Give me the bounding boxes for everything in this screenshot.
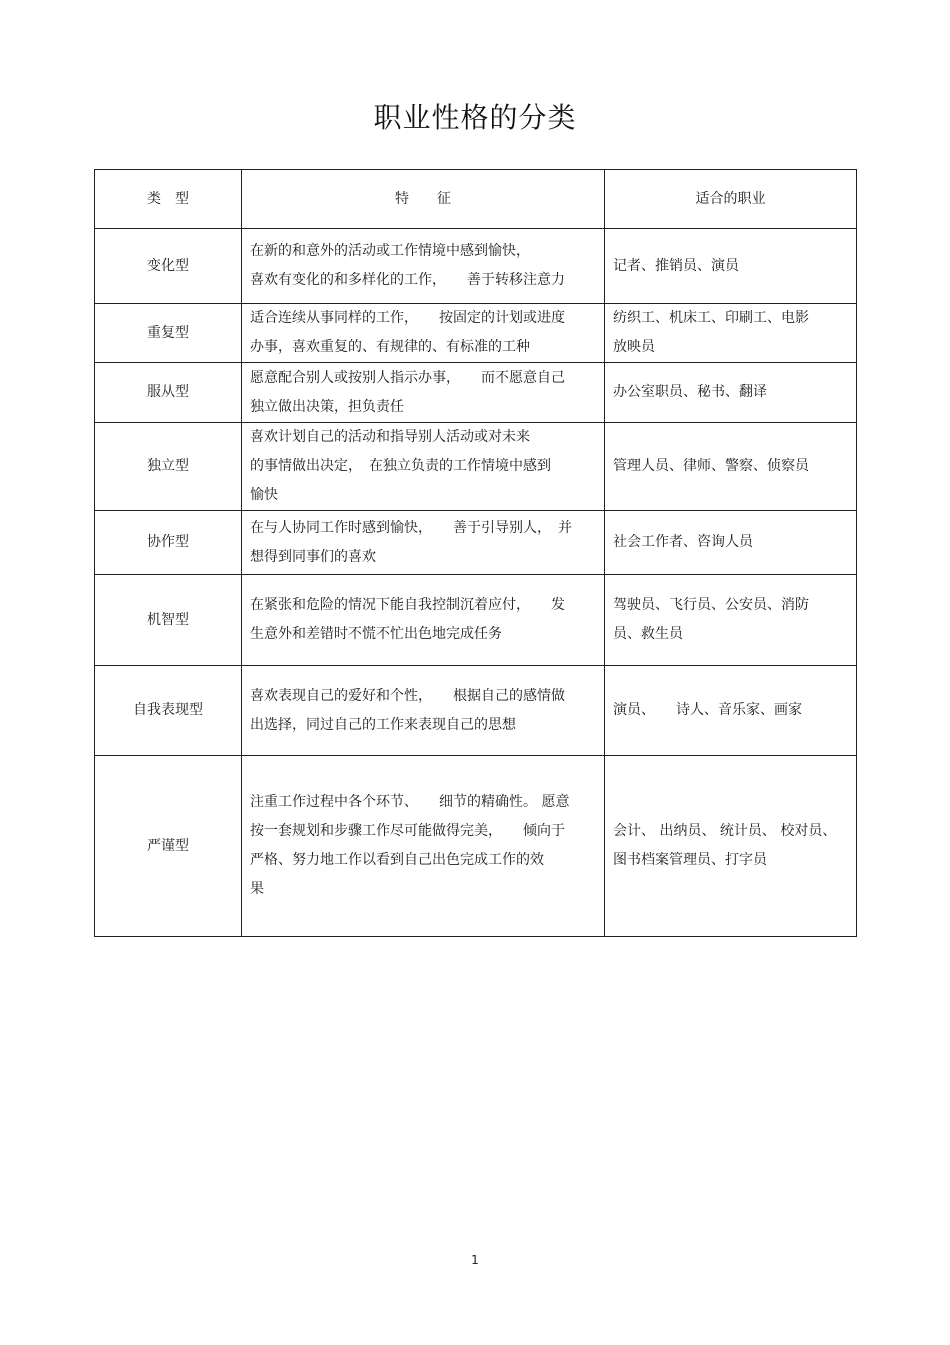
row-type: 服从型 (95, 363, 242, 423)
table-row (95, 363, 857, 423)
row-job: 演员、 诗人、音乐家、画家 (605, 666, 857, 756)
row-job: 驾驶员、飞行员、公安员、消防 员、救生员 (605, 575, 857, 666)
page-number: 1 (471, 1253, 479, 1267)
row-job: 纺织工、机床工、印刷工、电影 放映员 (605, 304, 857, 363)
header-type: 类 型 (95, 170, 242, 229)
row-job: 记者、推销员、演员 (605, 229, 857, 304)
row-trait: 喜欢计划自己的活动和指导别人活动或对未来 的事情做出决定， 在独立负责的工作情境中感到 愉快 (242, 423, 605, 511)
table-row (95, 229, 857, 304)
table-row (95, 423, 857, 511)
row-type: 变化型 (95, 229, 242, 304)
row-type: 独立型 (95, 423, 242, 511)
table-row (95, 756, 857, 937)
row-type: 机智型 (95, 575, 242, 666)
row-trait: 喜欢表现自己的爱好和个性， 根据自己的感情做 出选择，同过自己的工作来表现自己的思想 (242, 666, 605, 756)
row-type: 自我表现型 (95, 666, 242, 756)
career-personality-table (94, 169, 857, 937)
row-job: 会计、 出纳员、 统计员、 校对员、 图书档案管理员、打字员 (605, 756, 857, 937)
table-row (95, 304, 857, 363)
row-trait: 注重工作过程中各个环节、 细节的精确性。 愿意 按一套规划和步骤工作尽可能做得完美， 倾向于 严格、努力地工作以看到自己出色完成工作的效 果 (242, 756, 605, 937)
row-type: 重复型 (95, 304, 242, 363)
table-header-row (95, 170, 857, 229)
row-trait: 在新的和意外的活动或工作情境中感到愉快， 喜欢有变化的和多样化的工作， 善于转移注意力 (242, 229, 605, 304)
row-job: 管理人员、律师、警察、侦察员 (605, 423, 857, 511)
table-row (95, 666, 857, 756)
row-trait: 在紧张和危险的情况下能自我控制沉着应付， 发 生意外和差错时不慌不忙出色地完成任务 (242, 575, 605, 666)
row-type: 协作型 (95, 511, 242, 575)
row-type: 严谨型 (95, 756, 242, 937)
header-job: 适合的职业 (605, 170, 857, 229)
row-trait: 在与人协同工作时感到愉快， 善于引导别人， 并 想得到同事们的喜欢 (242, 511, 605, 575)
header-trait: 特 征 (242, 170, 605, 229)
row-job: 办公室职员、秘书、翻译 (605, 363, 857, 423)
page-title: 职业性格的分类 (373, 101, 577, 134)
table-row (95, 511, 857, 575)
row-job: 社会工作者、咨询人员 (605, 511, 857, 575)
row-trait: 适合连续从事同样的工作， 按固定的计划或进度 办事，喜欢重复的、有规律的、有标准的工种 (242, 304, 605, 363)
table-row (95, 575, 857, 666)
row-trait: 愿意配合别人或按别人指示办事， 而不愿意自己 独立做出决策，担负责任 (242, 363, 605, 423)
